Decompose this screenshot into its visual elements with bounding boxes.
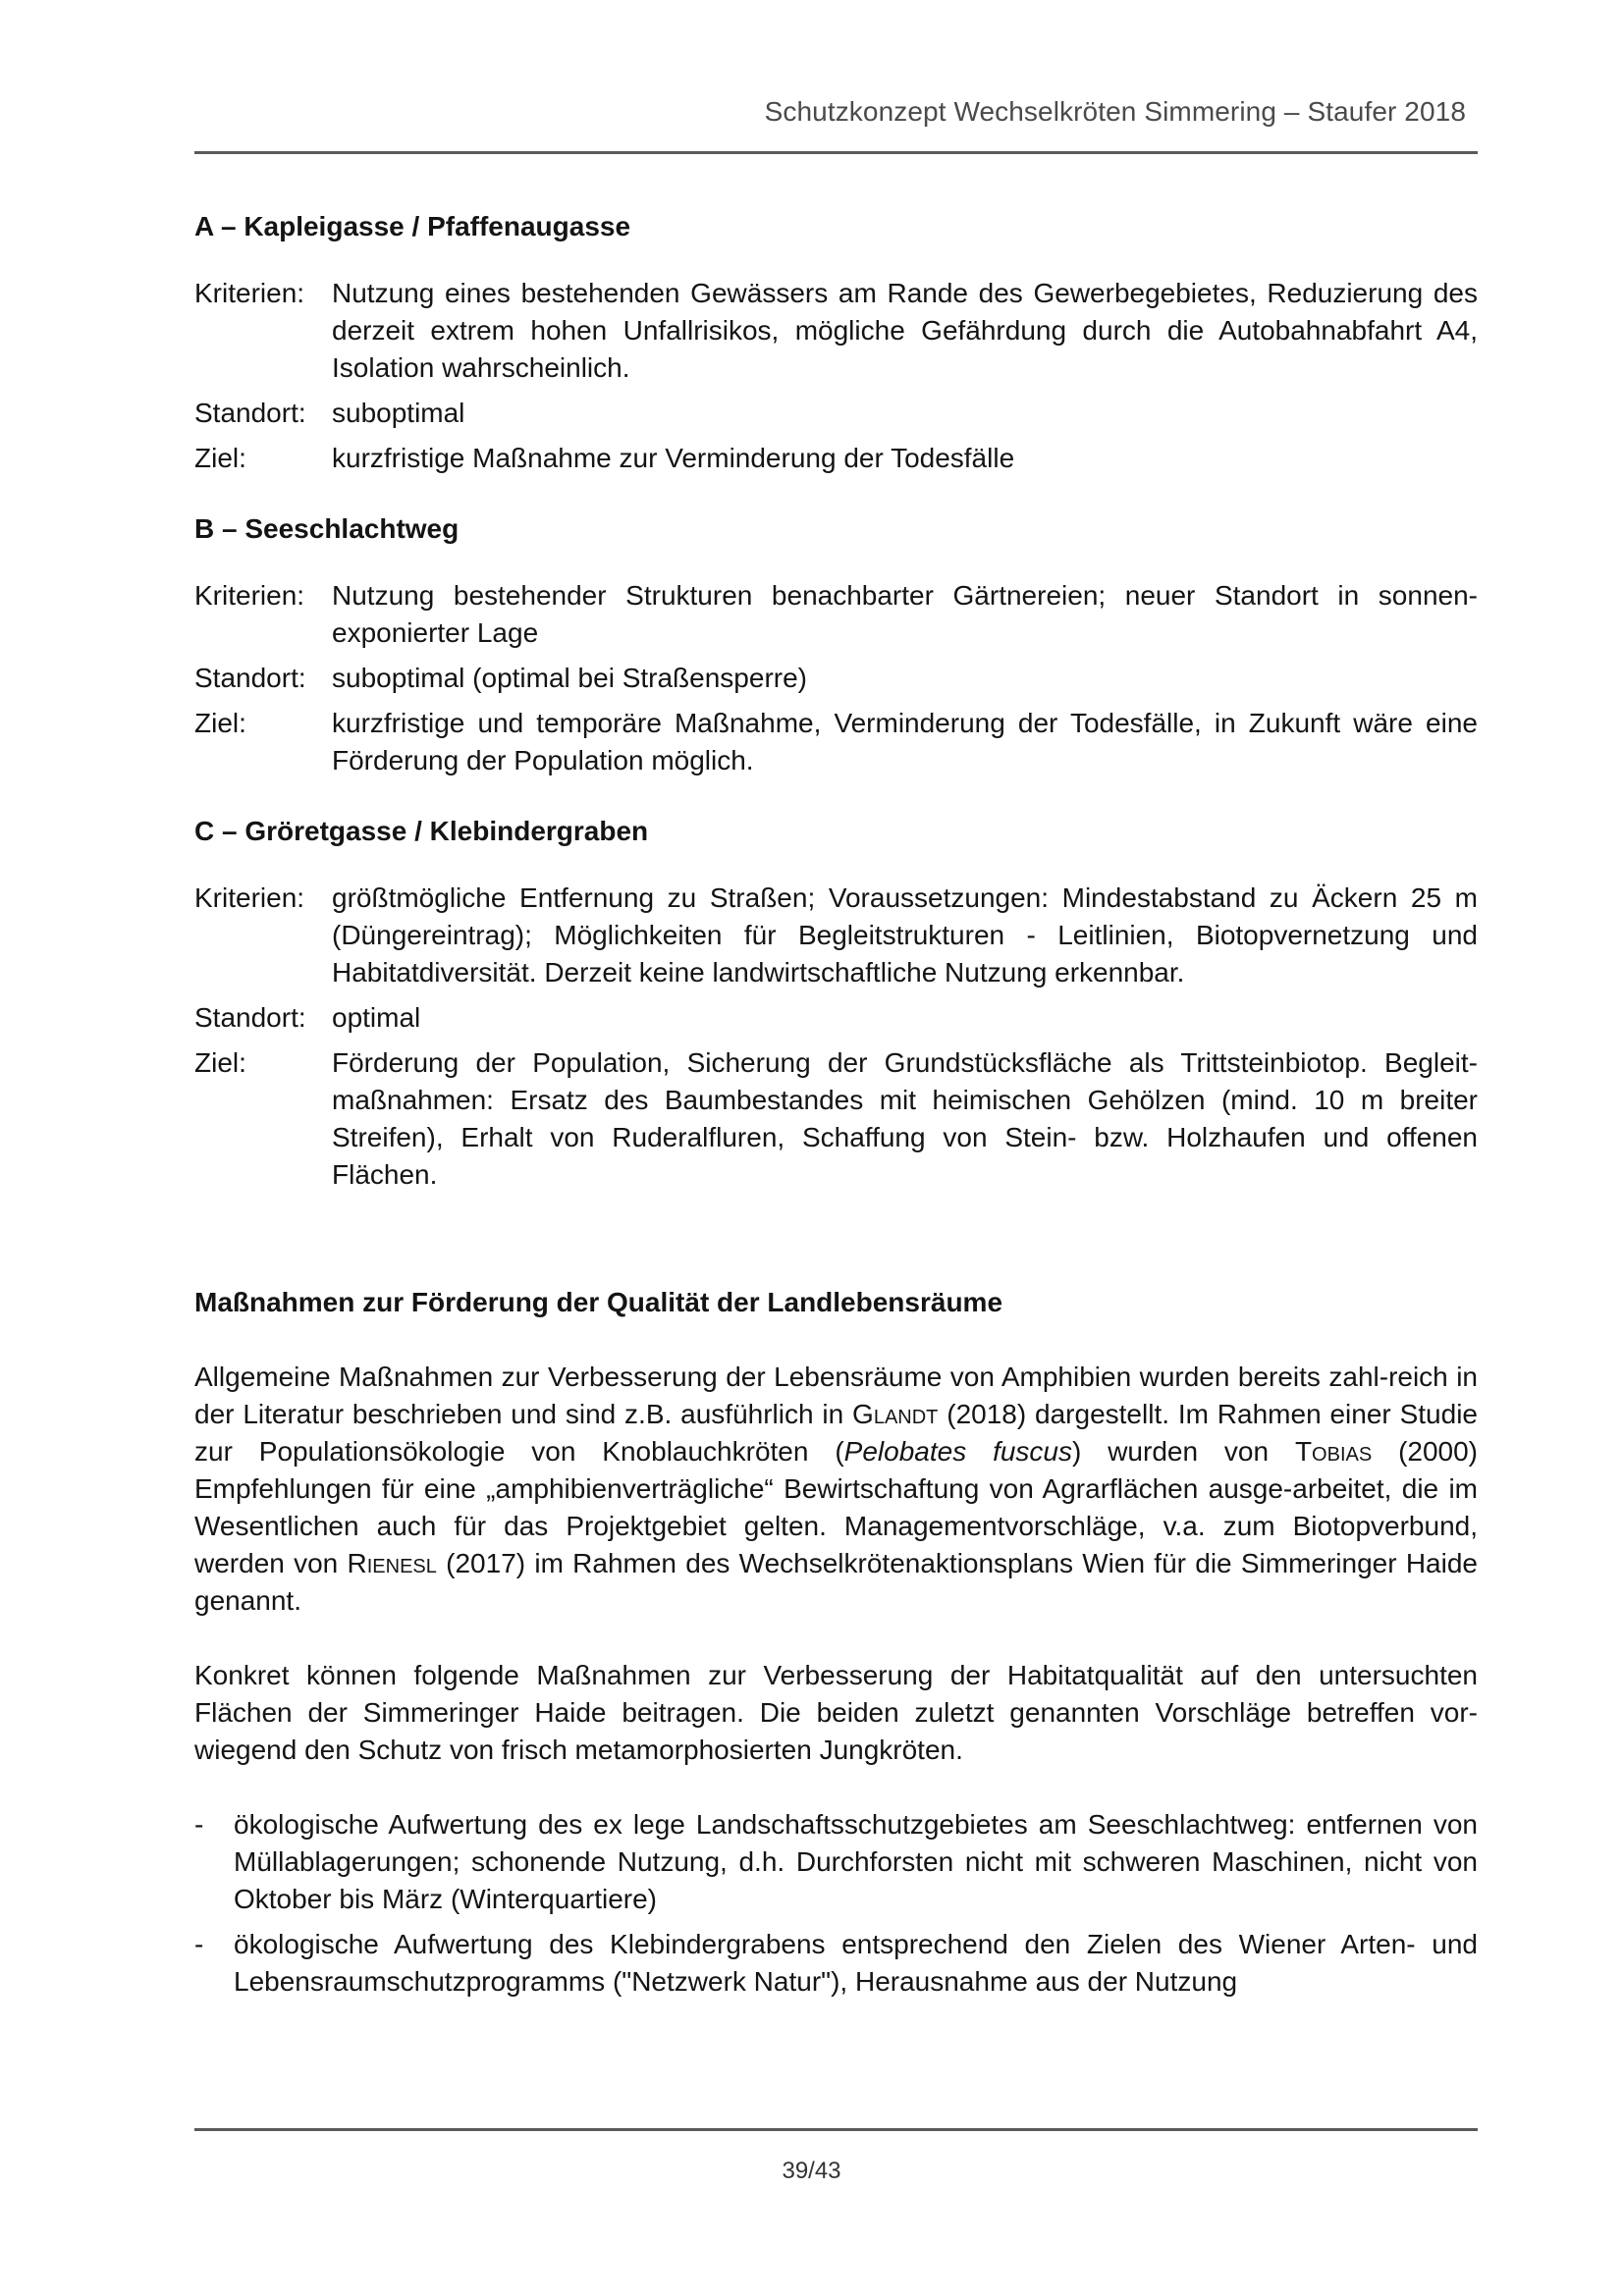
definition-row [194, 999, 1478, 1037]
definition-term: Kriterien: [194, 580, 305, 611]
paragraph-text: Allgemeine Maßnahmen zur Verbesserung der Lebensräume von Amphibien wurden bereits zahl-reich in der Literatur beschrieben und sind z.B. ausführlich in [194, 1362, 1478, 1429]
section-b-heading: B – Seeschlachtweg [194, 513, 460, 544]
definition-text: Nutzung bestehender Strukturen benachbarter Gärtnereien; neuer Standort in sonnen-exponierter Lage [332, 580, 1478, 648]
list-item [194, 1806, 1478, 1918]
list-item [194, 1926, 1478, 2001]
measures-section [194, 1284, 1478, 2001]
definition-term: Kriterien: [194, 278, 305, 308]
definition-row [194, 395, 1478, 432]
author-citation: Tobias [1294, 1436, 1373, 1467]
section-b [194, 510, 1478, 779]
section-b-criteria-list [194, 577, 1478, 779]
paragraph-text: (2018) dargestellt. Im Rahmen einer Studie zur Populationsökologie von Knoblauchkröten ( [194, 1399, 1478, 1467]
definition-text: suboptimal (optimal bei Straßensperre) [332, 663, 807, 693]
page-number: 39/43 [782, 2158, 841, 2184]
running-header: Schutzkonzept Wechselkröten Simmering – Staufer 2018 [764, 96, 1466, 127]
definition-term: Standort: [194, 398, 306, 428]
author-citation: Glandt [852, 1399, 939, 1429]
author-citation: Rienesl [347, 1548, 437, 1578]
bullet-dash: - [194, 1929, 204, 1959]
section-c-heading: C – Gröretgasse / Klebindergraben [194, 816, 649, 846]
species-name: Pelobates fuscus [843, 1436, 1072, 1467]
header-rule [194, 151, 1478, 154]
paragraph-text: (2017) im Rahmen des Wechselkrötenaktionsplans Wien für die Simmeringer Haide genannt. [194, 1548, 1478, 1616]
definition-term: Standort: [194, 1002, 306, 1033]
definition-term: Kriterien: [194, 882, 305, 913]
definition-term: Ziel: [194, 1047, 246, 1078]
section-a [194, 208, 1478, 477]
measures-bullet-list [194, 1806, 1478, 2001]
definition-term: Ziel: [194, 443, 246, 473]
measures-paragraph-1 [194, 1359, 1478, 1620]
definition-term: Ziel: [194, 708, 246, 738]
definition-text: kurzfristige und temporäre Maßnahme, Verminderung der Todesfälle, in Zukunft wäre eine Förderung der Population möglich. [332, 708, 1478, 775]
definition-row [194, 660, 1478, 697]
definition-text: kurzfristige Maßnahme zur Verminderung der Todesfälle [332, 443, 1015, 473]
paragraph-text: ) wurden von [1072, 1436, 1295, 1467]
definition-term: Standort: [194, 663, 306, 693]
section-a-criteria-list [194, 275, 1478, 477]
definition-text: Nutzung eines bestehenden Gewässers am Rande des Gewerbegebietes, Reduzierung des derzeit extrem hohen Unfallrisikos, mögliche Gefährdung durch die Autobahnabfahrt A4, Isolation wahrscheinlich. [332, 278, 1478, 383]
section-a-heading: A – Kapleigasse / Pfaffenaugasse [194, 211, 631, 241]
page-content [194, 208, 1478, 2008]
definition-text: Förderung der Population, Sicherung der Grundstücksfläche als Trittsteinbiotop. Begleit-maßnahmen: Ersatz des Baumbestandes mit heimischen Gehölzen (mind. 10 m breiter Streifen), Erhalt von Ruderalfluren, Schaffung von Stein- bzw. Holzhaufen und offenen Flächen. [332, 1047, 1478, 1190]
footer-rule [194, 2128, 1478, 2131]
paragraph-text: (2000) Empfehlungen für eine „amphibienverträgliche“ Bewirtschaftung von Agrarflächen ausge-arbeitet, die im Wesentlichen auch für das Projektgebiet gelten. Managementvorschläge, v.a. zum Biotopverbund, werden von [194, 1436, 1479, 1578]
definition-row [194, 577, 1478, 652]
definition-row [194, 880, 1478, 991]
section-c-criteria-list [194, 880, 1478, 1194]
definition-text: suboptimal [332, 398, 465, 428]
definition-row [194, 275, 1478, 387]
bullet-text: ökologische Aufwertung des ex lege Landschaftsschutzgebietes am Seeschlachtweg: entfernen von Müllablagerungen; schonende Nutzung, d.h. Durchforsten nicht mit schweren Maschinen, nicht von Oktober bis März (Winterquartiere) [234, 1809, 1478, 1914]
definition-row [194, 1044, 1478, 1194]
measures-heading: Maßnahmen zur Förderung der Qualität der Landlebensräume [194, 1287, 1003, 1317]
definition-text: größtmögliche Entfernung zu Straßen; Voraussetzungen: Mindestabstand zu Äckern 25 m (Düngereintrag); Möglichkeiten für Begleitstrukturen - Leitlinien, Biotopvernetzung und Habitatdiversität. Derzeit keine landwirtschaftliche Nutzung erkennbar. [332, 882, 1478, 988]
definition-row [194, 705, 1478, 779]
section-c [194, 813, 1478, 1194]
bullet-dash: - [194, 1809, 204, 1840]
definition-text: optimal [332, 1002, 421, 1033]
bullet-text: ökologische Aufwertung des Klebindergrabens entsprechend den Zielen des Wiener Arten- und Lebensraumschutzprogramms ("Netzwerk Natur"), Herausnahme aus der Nutzung [234, 1929, 1478, 1997]
measures-paragraph-2: Konkret können folgende Maßnahmen zur Verbesserung der Habitatqualität auf den untersuchten Flächen der Simmeringer Haide beitragen. Die beiden zuletzt genannten Vorschläge betreffen vor-wiegend den Schutz von frisch metamorphosierten Jungkröten. [194, 1660, 1478, 1765]
definition-row [194, 440, 1478, 477]
